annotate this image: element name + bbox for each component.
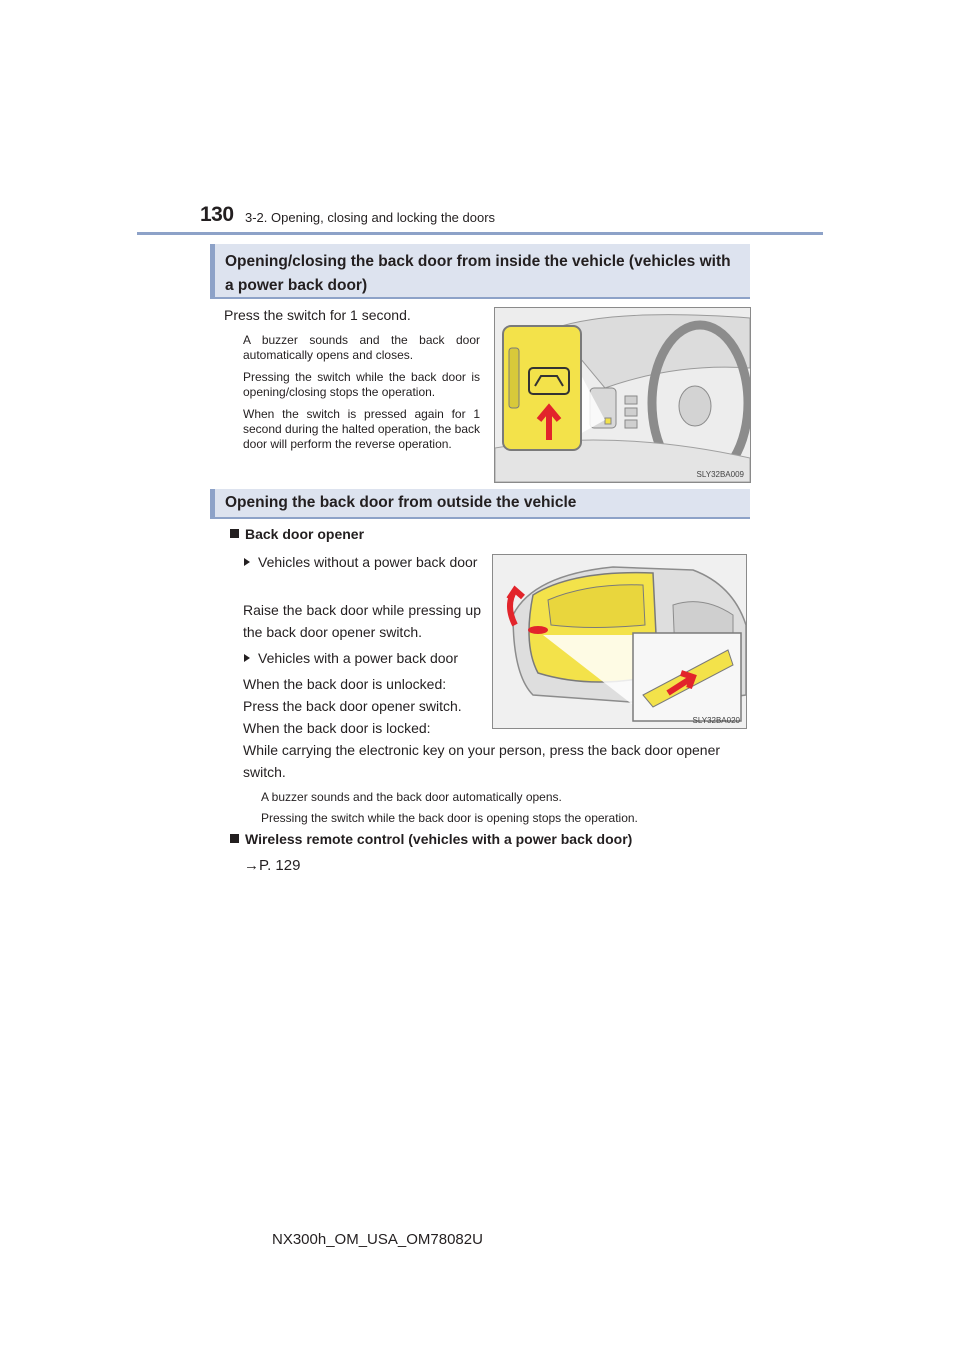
- subheading-wireless-remote: Wireless remote control (vehicles with a power back door): [230, 831, 632, 847]
- figure-code: SLY32BA020: [692, 716, 740, 725]
- variant2-line1: When the back door is unlocked:: [243, 676, 447, 692]
- subheading-back-door-opener: Back door opener: [230, 526, 364, 542]
- triangle-bullet-icon: [244, 558, 250, 566]
- rear-vehicle-drawing: [493, 555, 746, 728]
- note-1: A buzzer sounds and the back door automatically opens and closes.: [243, 333, 480, 362]
- page-reference-link[interactable]: →P. 129: [244, 857, 301, 874]
- variant-without-power-door: Vehicles without a power back door: [244, 551, 481, 573]
- square-bullet-icon: [230, 834, 239, 843]
- square-bullet-icon: [230, 529, 239, 538]
- variant-with-power-door: Vehicles with a power back door: [244, 647, 458, 669]
- section-heading-inside: Opening/closing the back door from inside the vehicle (vehicles with a power back door): [210, 244, 750, 299]
- variant2-line2: Press the back door opener switch.: [243, 698, 462, 714]
- note-stop-operation: Pressing the switch while the back door is opening stops the operation.: [261, 811, 638, 825]
- document-id: NX300h_OM_USA_OM78082U: [272, 1231, 483, 1248]
- variant1-instruction: Raise the back door while pressing up the back door opener switch.: [243, 602, 481, 640]
- triangle-bullet-icon: [244, 654, 250, 662]
- back-door-opener-illustration: [492, 554, 747, 729]
- variant2-line4: While carrying the electronic key on your person, press the back door opener switch.: [243, 742, 721, 780]
- figure-code: SLY32BA009: [696, 470, 744, 479]
- variant2-line3: When the back door is locked:: [243, 720, 431, 736]
- page-number: 130: [200, 203, 234, 226]
- interior-switch-illustration: [494, 307, 751, 483]
- note-buzzer: A buzzer sounds and the back door automatically opens.: [261, 790, 562, 804]
- note-3: When the switch is pressed again for 1 second during the halted operation, the back door will perform the reverse operation.: [243, 407, 480, 451]
- section-heading-outside: Opening the back door from outside the vehicle: [210, 489, 750, 519]
- dashboard-drawing: [495, 308, 750, 482]
- instruction-text: Press the switch for 1 second.: [224, 307, 411, 323]
- note-2: Pressing the switch while the back door is opening/closing stops the operation.: [243, 370, 480, 399]
- running-header: 3-2. Opening, closing and locking the doors: [245, 210, 496, 225]
- header-divider: [137, 232, 823, 235]
